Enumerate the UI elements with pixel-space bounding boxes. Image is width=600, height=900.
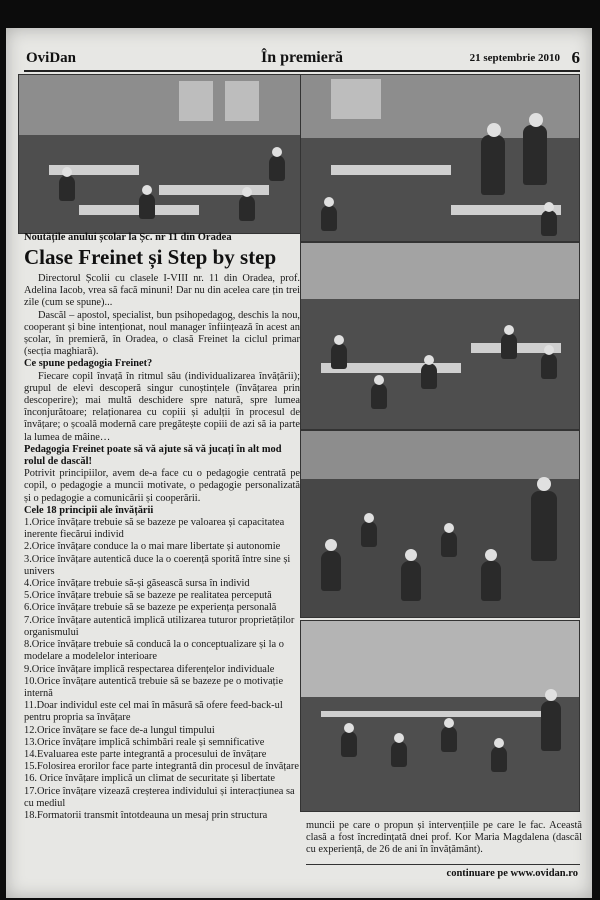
paragraph-freinet: Fiecare copil învață în ritmul său (individualizarea învățării); grupul de elevi descoperă singur cunoștințele (învățarea prin descoperire); mai multă deschidere spre natură, spre lumea înconjurătoare; relaționarea cu copiii și adulții în procesul de învățare; o școală modernă care pregătește copiii de azi să ia parte la lumea de mâine… [24,370,300,443]
list-item: 4.Orice învățare trebuie să-și găsească sursa în individ [24,578,250,590]
classroom-photo-3 [300,242,580,430]
list-item: 14.Evaluarea este parte integrantă a procesului de învățare [24,748,267,760]
list-item: 8.Orice învățare trebuie să conducă la o conceptualizare și la o modelare a modelelor interioare [24,639,284,663]
continuation-paragraph: muncii pe care o propun și intervențiile pe care le fac. Această clasă a fost încredințată dnei prof. Kor Maria Magdalena (dascăl cu experiență, de 26 de ani în învățământ). [306,820,582,856]
list-item: 3.Orice învățare autentică duce la o coerență sporită între sine și univers [24,553,291,577]
continue-online-link[interactable]: continuare pe www.ovidan.ro [446,868,578,879]
article-intro-1: Directorul Școlii cu clasele I-VIII nr. 11 din Oradea, prof. Adelina Iacob, vrea să facă minuni! Dar nu din acelea care țin trei zile (cum se spune)... [24,273,300,309]
article-kicker: Noutățile anului școlar la Șc. nr 11 din Oradea [24,232,232,243]
list-item: 15.Folosirea erorilor face parte integrantă din procesul de învățare [24,761,299,773]
list-item: 13.Orice învățare implică schimbări reale și semnificative [24,736,265,748]
list-item: 18.Formatorii transmit întotdeauna un mesaj prin structura [24,809,268,821]
article-intro-2: Dascăl – apostol, specialist, bun psihopedagog, deschis la nou, cooperant și bine intenționat, noul manager înființează în acest an școlar, în premieră, în Oradea, o clasă Freinet la ciclul primar (secția maghiară). [24,309,300,358]
page-header [24,48,580,72]
section-title: În premieră [261,49,343,66]
article-title: Clase Freinet și Step by step [24,245,277,269]
principles-list [24,517,300,822]
list-item: 11.Doar individul este cel mai în măsură să ofere feed-back-ul pentru propria sa învățare [24,700,283,724]
article-body [24,232,300,822]
classroom-photo-4 [300,430,580,618]
classroom-photo-1 [18,74,302,234]
paragraph-principles-intro: Potrivit principiilor, avem de-a face cu o pedagogie centrată pe copil, o pedagogie a muncii motivate, o pedagogie personalizată și o pedagogie a comunicării și cooperării. [24,468,300,504]
list-item: 12.Orice învățare se face de-a lungul timpului [24,724,215,736]
subheading-role: Pedagogia Freinet poate să vă ajute să vă jucați în alt mod rolul de dascăl! [24,443,282,468]
classroom-photo-5 [300,620,580,812]
list-item: 9.Orice învățare implică respectarea diferențelor individuale [24,663,275,675]
article-continuation [306,820,582,857]
list-item: 16. Orice învățare implică un climat de securitate și libertate [24,773,276,785]
list-item: 5.Orice învățare trebuie să se bazeze pe realitatea percepută [24,590,272,602]
list-item: 17.Orice învățare vizează creșterea individului și interacțiunea sa cu mediul [24,785,295,809]
classroom-photo-2 [300,74,580,242]
list-item: 2.Orice învățare conduce la o mai mare libertate și autonomie [24,541,281,553]
list-item: 6.Orice învățare trebuie să se bazeze pe experiența personală [24,602,277,614]
footer-divider [306,864,580,865]
issue-date: 21 septembrie 2010 [469,52,560,64]
list-item: 1.Orice învățare trebuie să se bazeze pe valoarea și capacitatea inerente fiecărui individ [24,517,285,541]
page-number: 6 [571,48,580,67]
list-item: 7.Orice învățare autentică implică utilizarea tuturor proprietăților organismului [24,614,295,638]
subheading-freinet: Ce spune pedagogia Freinet? [24,358,153,370]
newspaper-page [6,28,592,898]
publication-brand: OviDan [26,50,77,66]
list-item: 10.Orice învățare autentică trebuie să se bazeze pe o motivație internă [24,675,284,699]
subheading-principles: Cele 18 principii ale învățării [24,504,154,516]
